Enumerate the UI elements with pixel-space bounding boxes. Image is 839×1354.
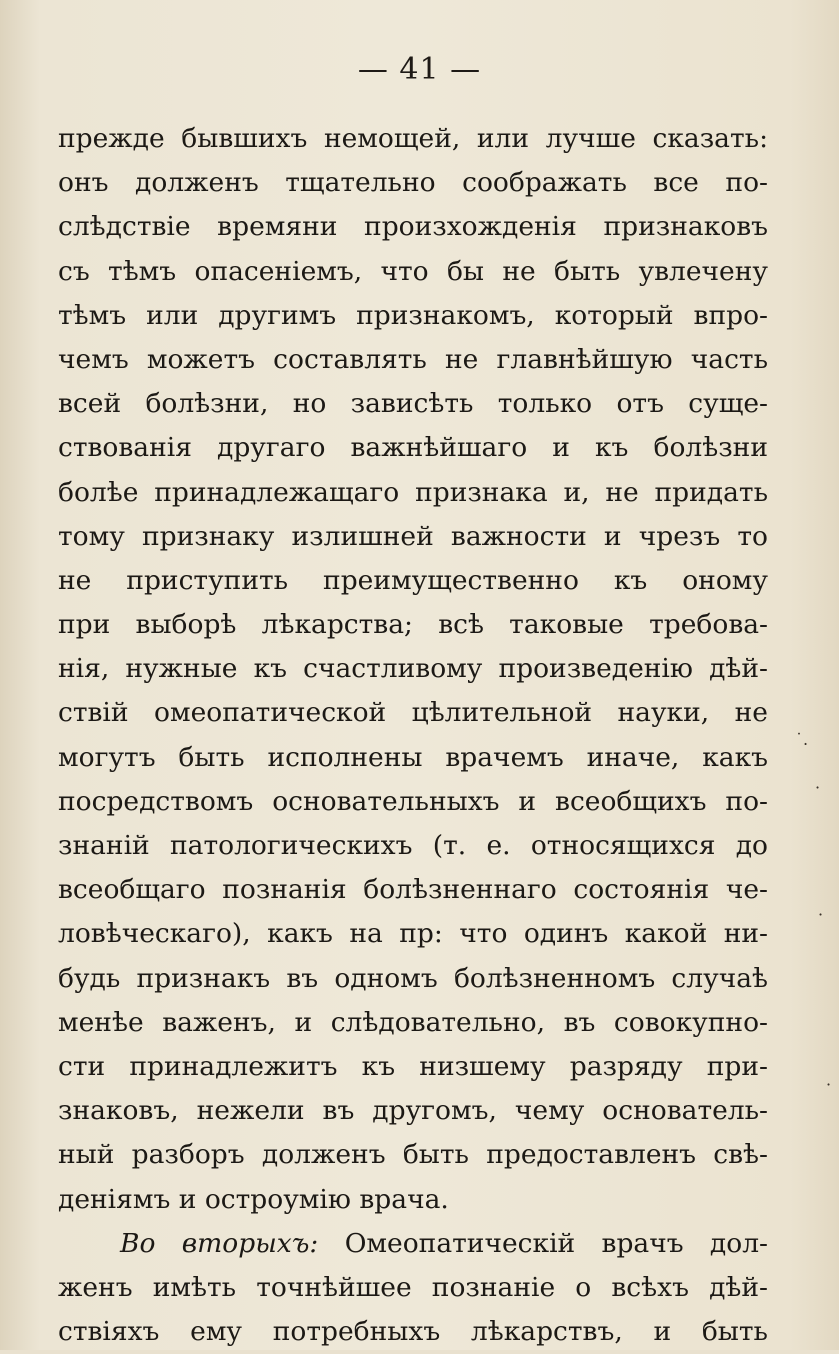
text-line: будь признакъ въ одномъ болѣзненномъ случаѣ	[58, 962, 768, 994]
text-line: слѣдствіе времяни произхожденія признаковъ	[58, 211, 768, 243]
text-line: ствій омеопатической цѣлительной науки, не	[58, 697, 768, 729]
text-line: ный разборъ долженъ быть предоставленъ свѣ-	[58, 1139, 768, 1171]
paragraph-heading: Во вторыхъ:	[120, 1227, 319, 1259]
text-line: съ тѣмъ опасеніемъ, что бы не быть увлечену	[58, 255, 768, 287]
text-line: всеобщаго познанія болѣзненнаго состоянія че-	[58, 874, 768, 906]
text-line: онъ долженъ тщательно соображать все по-	[58, 167, 768, 199]
paragraph-start-text: Омеопатическій врачъ дол-	[344, 1227, 768, 1259]
text-line: нія, нужные къ счастливому произведенію дѣй-	[58, 653, 768, 685]
text-line: женъ имѣть точнѣйшее познаніе о всѣхъ дѣй-	[58, 1271, 768, 1303]
text-line: сти принадлежитъ къ низшему разряду при-	[58, 1050, 768, 1082]
text-line: менѣе важенъ, и слѣдовательно, въ совокупно-	[58, 1006, 768, 1038]
text-line: всей болѣзни, но зависѣть только отъ суще-	[58, 388, 768, 420]
text-line: прежде бывшихъ немощей, или лучше сказать:	[58, 123, 768, 154]
text-line: знаковъ, нежели въ другомъ, чему основатель-	[58, 1095, 768, 1127]
text-line: ствіяхъ ему потребныхъ лѣкарствъ, и быть	[58, 1316, 768, 1348]
paragraph-start-line	[58, 1222, 768, 1266]
text-line: не приступить преимущественно къ оному	[58, 564, 768, 596]
body-text	[58, 117, 768, 1354]
text-line: при выборѣ лѣкарства; всѣ таковые требова-	[58, 609, 768, 641]
text-line: могутъ быть исполнены врачемъ иначе, какъ	[58, 741, 768, 773]
text-line: тѣмъ или другимъ признакомъ, который впро-	[58, 299, 768, 331]
text-line: чемъ можетъ составлять не главнѣйшую часть	[58, 343, 768, 375]
ink-speck: ·	[818, 905, 824, 924]
ink-speck: ·	[815, 778, 821, 797]
text-line: ловѣческаго), какъ на пр: что одинъ какой ни-	[58, 918, 768, 950]
page-number: — 41 —	[357, 52, 482, 87]
text-line: деніямъ и остроумію врача.	[58, 1183, 449, 1215]
text-line: тому признаку излишней важности и чрезъ то	[58, 520, 768, 552]
text-line: знаній патологическихъ (т. е. относящихся до	[58, 830, 768, 861]
text-line: ствованія другаго важнѣйшаго и къ болѣзни	[58, 432, 768, 464]
ink-speck: ·	[826, 1075, 832, 1094]
text-line: болѣе принадлежащаго признака и, не придать	[58, 476, 768, 508]
text-line: посредствомъ основательныхъ и всеобщихъ по-	[58, 785, 768, 817]
ink-speck: ˙.	[795, 730, 809, 749]
